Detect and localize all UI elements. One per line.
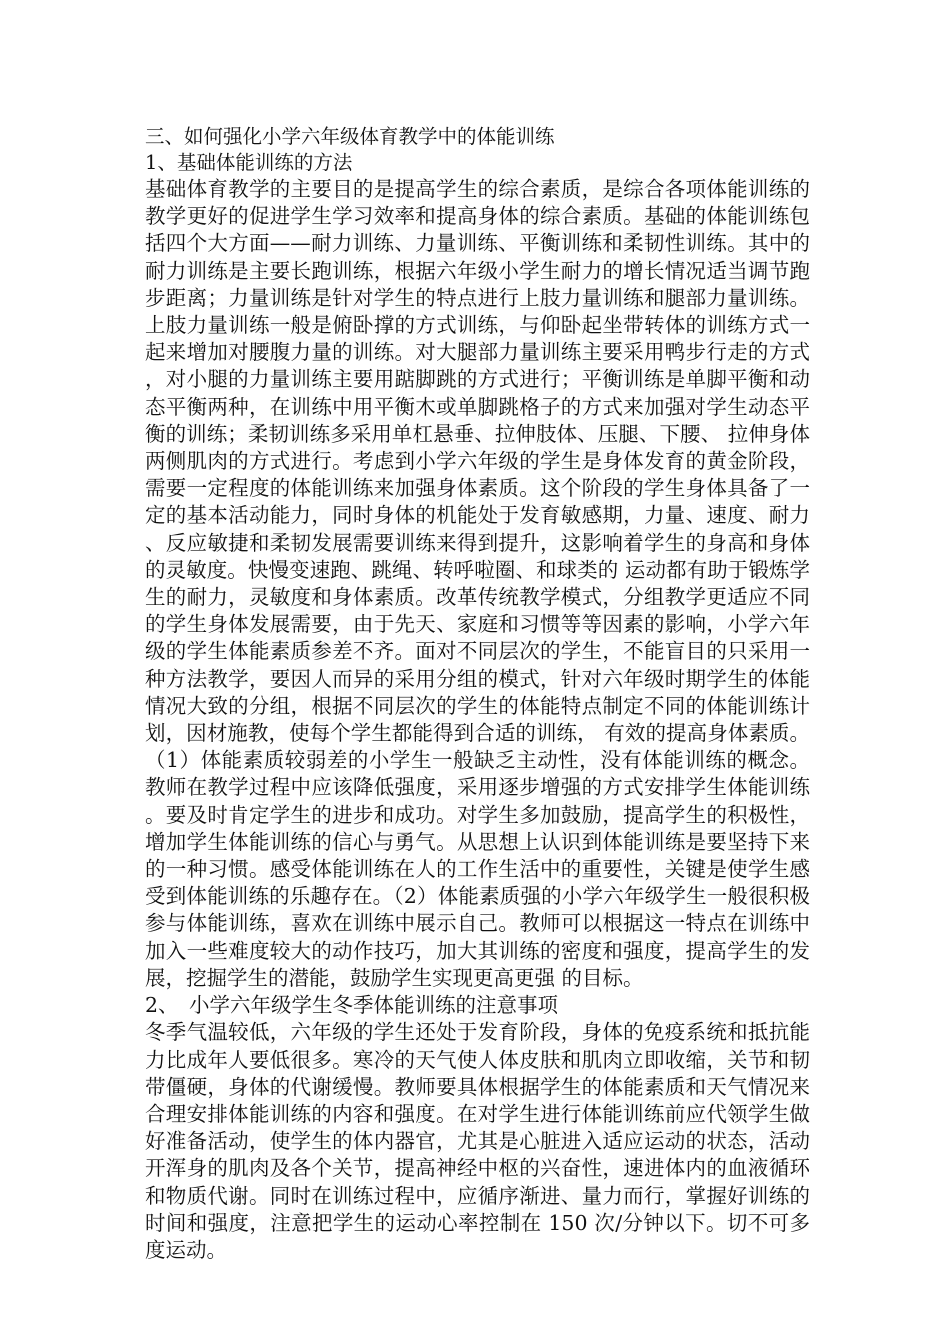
document-title: 三、如何强化小学六年级体育教学中的体能训练: [145, 125, 555, 148]
section-2-number: 2、: [145, 993, 179, 1018]
section-1-body: 基础体育教学的主要目的是提高学生的综合素质，是综合各项体能训练的教学更好的促进学生学习效率和提高身体的综合素质。基础的体能训练包括四个大方面——耐力训练、力量训练、平衡训练和柔韧性训练。其中的耐力训练是主要长跑训练，根据六年级小学生耐力的增长情况适当调节跑步距离；力量训练是针对学生的特点进行上肢力量训练和腿部力量训练。上肢力量训练一般是俯卧撑的方式训练，与仰卧起坐带转体的训练方式一起来增加对腰腹力量的训练。对大腿部力量训练主要采用鸭步行走的方式，对小腿的力量训练主要用踮脚跳的方式进行；平衡训练是单脚平衡和动态平衡两种，在训练中用平衡木或单脚跳格子的方式来加强对学生动态平衡的训练；柔韧训练多采用单杠悬垂、拉伸肢体、压腿、下腰、 拉伸身体两侧肌肉的方式进行。考虑到小学六年级的学生是身体发育的黄金阶段，需要一定程度的体能训练来加强身体素质。这个阶段的学生身体具备了一定的基本活动能力，同时身体的机能处于发育敏感期，力量、速度、耐力、反应敏捷和柔韧发展需要训练来得到提升，这影响着学生的身高和身体的灵敏度。快慢变速跑、跳绳、转呼啦圈、和球类的 运动都有助于锻炼学生的耐力，灵敏度和身体素质。改革传统教学模式，分组教学更适应不同的学生身体发展需要，由于先天、家庭和习惯等等因素的影响，小学六年级的学生体能素质参差不齐。面对不同层次的学生，不能盲目的只采用一种方法教学，要因人而异的采用分组的模式，针对六年级时期学生的体能情况大致的分组，根据不同层次的学生的体能特点制定不同的体能训练计划，因材施教，使每个学生都能得到合适的训练， 有效的提高身体素质。（1）体能素质较弱差的小学生一般缺乏主动性，没有体能训练的概念。教师在教学过程中应该降低强度，采用逐步增强的方式安排学生体能训练。要及时肯定学生的进步和成功。对学生多加鼓励，提高学生的积极性，增加学生体能训练的信心与勇气。从思想上认识到体能训练是要坚持下来的一种习惯。感受体能训练在人的工作生活中的重要性，关键是使学生感受到体能训练的乐趣存在。（2）体能素质强的小学六年级学生一般很积极参与体能训练，喜欢在训练中展示自己。教师可以根据这一特点在训练中加入一些难度较大的动作技巧，加大其训练的密度和强度，提高学生的发展，挖掘学生的潜能，鼓励学生实现更高更强 的目标。: [145, 177, 810, 990]
section-2-body: 冬季气温较低，六年级的学生还处于发育阶段，身体的免疫系统和抵抗能力比成年人要低很多。寒冷的天气使人体皮肤和肌肉立即收缩，关节和韧带僵硬，身体的代谢缓慢。教师要具体根据学生的体能素质和天气情况来合理安排体能训练的内容和强度。在对学生进行体能训练前应代领学生做好准备活动，使学生的体内器官，尤其是心脏进入适应运动的状态，活动开浑身的肌肉及各个关节，提高神经中枢的兴奋性，速进体内的血液循环和物质代谢。同时在训练过程中，应循序渐进、量力而行，掌握好训练的时间和强度，注意把学生的运动心率控制在 150 次/分钟以下。切不可多度运动。: [145, 1020, 810, 1262]
section-2-heading-row: [145, 992, 810, 1019]
section-1-heading: 1、基础体能训练的方法: [145, 151, 353, 174]
document-page: [145, 124, 810, 1264]
section-2-heading: 小学六年级学生冬季体能训练的注意事项: [189, 993, 558, 1018]
